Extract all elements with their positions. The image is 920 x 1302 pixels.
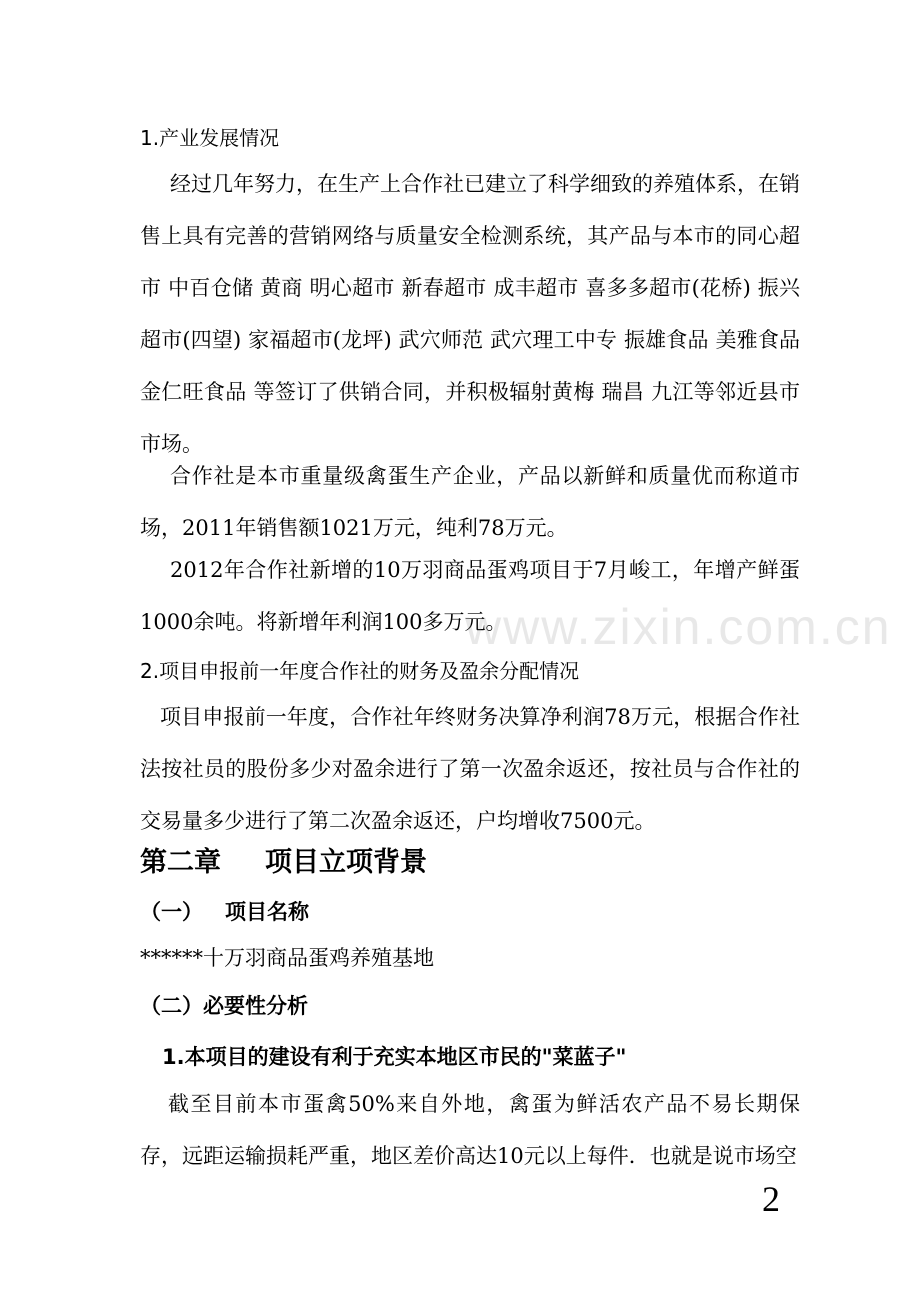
necessity-item-heading: 1.本项目的建设有利于充实本地区市民的"菜蓝子" xyxy=(162,1045,627,1069)
subsection-title: 项目名称 xyxy=(225,900,309,924)
watermark: www.zixin.com.cn xyxy=(465,599,892,655)
chapter-heading xyxy=(140,840,427,879)
chapter-number: 第二章 xyxy=(140,847,221,878)
paragraph-necessity: 截至目前本市蛋禽50%来自外地，禽蛋为鲜活农产品不易长期保存，远距运输损耗严重，地区差价高达10元以上每件．也就是说市场空 xyxy=(140,1092,800,1168)
subsection-number: （一） xyxy=(140,900,203,924)
project-name: ******十万羽商品蛋鸡养殖基地 xyxy=(140,946,434,970)
subsection-heading-necessity xyxy=(140,990,308,1020)
section-heading-industry: 1.产业发展情况 xyxy=(140,126,280,150)
subsection-title: 必要性分析 xyxy=(203,994,308,1018)
paragraph-new-project: 2012年合作社新增的10万羽商品蛋鸡项目于7月峻工，年增产鲜蛋1000余吨。将新增年利润100多万元。 xyxy=(140,558,800,634)
subsection-number: （二） xyxy=(140,994,203,1018)
chapter-title: 项目立项背景 xyxy=(265,847,427,878)
section-heading-finance: 2.项目申报前一年度合作社的财务及盈余分配情况 xyxy=(140,659,580,683)
paragraph-industry-overview: 经过几年努力，在生产上合作社已建立了科学细致的养殖体系，在销售上具有完善的营销网络与质量安全检测系统，其产品与本市的同心超市 中百仓储 黄商 明心超市 新春超市 成丰超市 喜多多超市(花桥) 振兴超市(四望) 家福超市(龙坪) 武穴师范 武穴理工中专 振雄食品 美雅食品 金仁旺食品 等签订了供销合同，并积极辐射黄梅 瑞昌 九江等邻近县市市场。 xyxy=(140,172,800,456)
paragraph-sales: 合作社是本市重量级禽蛋生产企业，产品以新鲜和质量优而称道市场，2011年销售额1021万元，纯利78万元。 xyxy=(140,464,800,540)
page-number: 2 xyxy=(762,1179,780,1219)
paragraph-finance: 项目申报前一年度，合作社年终财务决算净利润78万元，根据合作社法按社员的股份多少对盈余进行了第一次盈余返还，按社员与合作社的交易量多少进行了第二次盈余返还，户均增收7500元。 xyxy=(140,705,800,833)
subsection-heading-name xyxy=(140,896,309,926)
